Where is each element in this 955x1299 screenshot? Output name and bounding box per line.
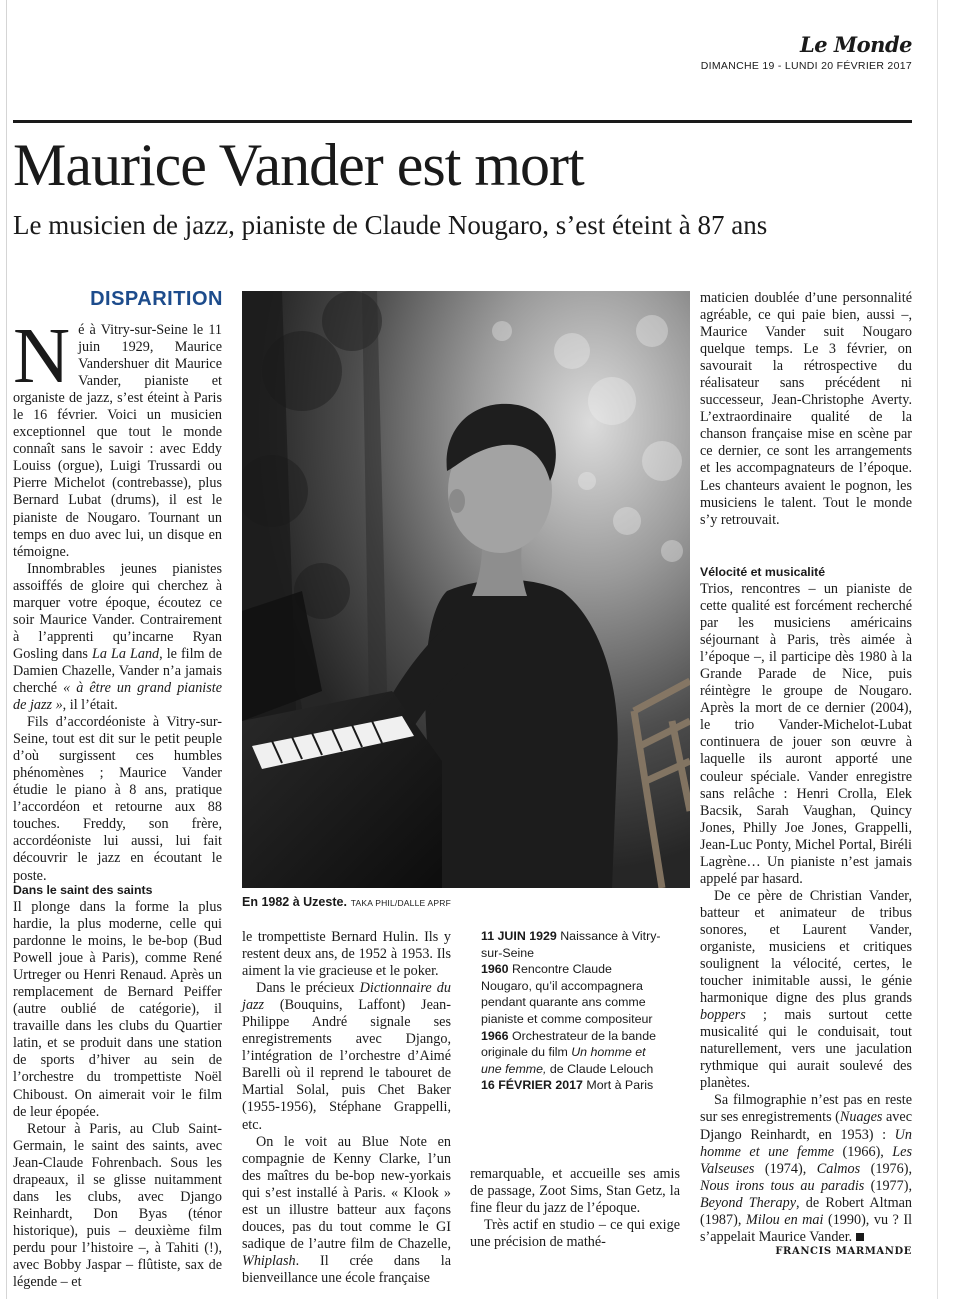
paragraph: De ce père de Christian Vander, batteur et animateur de tribus sonores, et Laurent Vander, organiste, musiciens et critiques soulignent la vélocité, certes, le toucher inimitable aussi, le génie harmonique digne des plus grands boppers ; mais surtout cette musicalité qui le conduisait, tout naturellement, vers une jaculation rythmique qui aurait soulevé des planètes. [700, 887, 912, 1092]
paragraph: Retour à Paris, au Club Saint-Germain, le saint des saints, avec Jean-Claude Fohrenbach. Sous les drapeaux, il se glisse nuitamment dans les clubs, avec Django Reinhardt, Don Byas (ténor historique), puis – deuxième film perdu pour l’histoire –, à Tahiti (!), avec Bobby Jaspar – flûtiste, sax de légende – et [13, 1120, 222, 1291]
film-title: La La Land [91, 645, 160, 662]
term: boppers [700, 1007, 746, 1024]
paragraph: Dans le précieux Dictionnaire du jazz (Bouquins, Laffont) Jean-Philippe André signale ses enregistrements avec Django, l’intégration de l’orchestre d’Aimé Barelli où il reprend le tabouret de Martial Solal, puis Chet Baker (1955-1956), Stéphane Grappelli, etc. [242, 980, 451, 1133]
paragraph: On le voit au Blue Note en compagnie de Kenny Clarke, l’un des maîtres du be-bop new-yorkais qui s’est installé à Paris. « Klook » est un illustre batteur aux façons douces, pas du tout comme le GI sadique de l’autre film de Chazelle, Whiplash. Il crée dans la bienveillance une école française [242, 1133, 451, 1286]
paragraph: Trios, rencontres – un pianiste de cette qualité est forcément recherché par les musiciens américains séjournant à Paris, très aimée à l’époque –, il participe dès 1980 à la Grande Parade de Nice, puis réintègre le groupe de Nougaro. Après la mort de ce dernier (2004), le trio Vander-Michelot-Lubat continuera de jouer son œuvre à laquelle ils auront apporté une couleur spéciale. Vander enregistre sans relâche : Henri Crolla, Elek Bacsik, Sarah Vaughan, Quincy Jones, Philly Joe Jones, Grappelli, Jean-Luc Ponty, Michel Portal, Biréli Lagrène… Un pianiste n’est jamais appelé par hasard. [700, 581, 912, 887]
masthead-logo: Le Monde [799, 32, 912, 57]
chronology-item: 16 FÉVRIER 2017 Mort à Paris [481, 1078, 654, 1093]
chronology-item: 11 JUIN 1929 Naissance à Vitry-sur-Seine [481, 929, 661, 960]
paragraph: Très actif en studio – ce qui exige une précision de mathé- [470, 1217, 680, 1251]
article-column-4-lower [700, 558, 912, 1246]
paragraph: le trompettiste Bernard Hulin. Ils y restent deux ans, de 1952 à 1953. Ils aiment la vie gracieuse et le poker. [242, 929, 451, 980]
page-edge-left [6, 0, 7, 1299]
paragraph-lead [13, 313, 222, 561]
drop-cap: N [13, 313, 71, 400]
header-rule [13, 120, 912, 123]
photo-credit: TAKA PHIL/DALLE APRF [350, 898, 451, 908]
photo-caption [242, 895, 690, 911]
article-column-1 [13, 313, 223, 885]
page-edge-right [937, 0, 938, 1299]
chronology-item: 1966 Orchestrateur de la bande originale du film Un homme et une femme, de Claude Lelouch [481, 1028, 656, 1076]
paragraph: remarquable, et accueille ses amis de passage, Zoot Sims, Stan Getz, la fine fleur du jazz de l’époque. [470, 1166, 680, 1217]
pianist-photo-illustration [242, 291, 690, 888]
article-column-2 [242, 929, 451, 1287]
lead-text: é à Vitry-sur-Seine le 11 juin 1929, Maurice Vandershuer dit Maurice Vander, pianiste et organiste de jazz, s’est éteint à Paris le 16 février. Voici un musicien exceptionnel que tout le monde connaît sans le savoir : avec Eddy Louiss (orgue), Luigi Trussardi ou Pierre Michelot (contrebasse), plus Bernard Lubat (drums), il est le pianiste de Nougaro. Tournant un temps en duo avec lui, un disque en témoigne. [13, 322, 222, 560]
paragraph: Il plonge dans la forme la plus hardie, la plus moderne, celle qui pardonne le moins, le be-bop (Bud Powell joue à Paris), comme René Urtreger ou Henri Renaud. Après un remplacement de Bernard Peiffer (autre oublié de catégorie), il travaille dans les clubs du Quartier latin, et se produit dans une station de sports d’hiver au sein de l’orchestre du trompettiste Noël Chiboust. On aimerait voir le film de leur épopée. [13, 899, 222, 1120]
chronology-box [481, 928, 666, 1094]
article-column-3 [470, 1166, 680, 1251]
paragraph: Sa filmographie n’est pas en reste sur ses enregistrements (Nuages avec Django Reinhardt, en 1953) : Un homme et une femme (1966), Les Valseuses (1974), Calmos (1976), Nous irons tous au paradis (1977), Beyond Therapy, de Robert Altman (1987), Milou en mai (1990), vu ? Il s’appelait Maurice Vander. [700, 1092, 913, 1245]
paragraph: Innombrables jeunes pianistes assoiffés de gloire qui cherchez à marquer votre époque, écoutez ce soir Maurice Vander. Contrairement à l’apprenti qu’incarne Ryan Gosling dans La La Land, le film de Damien Chazelle, Vander n’a jamais cherché « à être un grand pianiste de jazz », il l’était. [13, 560, 223, 714]
author-signature: FRANCIS MARMANDE [775, 1246, 912, 1257]
paragraph: Fils d’accordéoniste à Vitry-sur-Seine, tout est dit sur le petit peuple d’où surgissent ces humbles phénomènes ; Maurice Vander étudie le piano à 8 ans, pratique l’accordéon et retourne aux 88 touches. Freddy, son frère, accordéoniste lui aussi, lui fait découvrir le jazz en écoutant le poste. [13, 714, 222, 884]
end-mark-icon [856, 1233, 864, 1241]
chronology-item: 1960 Rencontre Claude Nougaro, qu’il accompagnera pendant quarante ans comme pianiste et comme compositeur [481, 962, 653, 1026]
headline: Maurice Vander est mort [13, 132, 584, 198]
quote: « à être un grand pianiste de jazz » [13, 679, 222, 714]
subheadline: Le musicien de jazz, pianiste de Claude Nougaro, s’est éteint à 87 ans [13, 210, 768, 240]
caption-text: En 1982 à Uzeste. [242, 895, 347, 909]
film-title: Whiplash [242, 1252, 296, 1269]
article-column-1-lower [13, 876, 222, 1291]
article-photo [242, 291, 690, 888]
intertitle: Dans le saint des saints [13, 883, 153, 897]
section-rubric: DISPARITION [90, 288, 223, 310]
issue-date: DIMANCHE 19 - LUNDI 20 FÉVRIER 2017 [700, 60, 912, 72]
book-title: Dictionnaire du jazz [242, 980, 451, 1014]
paragraph: maticien doublée d’une personnalité agréable, ce qui paie bien, aussi –, Maurice Vander suit Nougaro quelque temps. Le 3 février, on savourait la rétrospective du réalisateur sans précédent ni successeur, Jean-Christophe Averty. L’extraordinaire qualité de la chanson française mise en scène par ce dernier, ce sont les arrangements et les accompagnateurs de l’époque. Les chanteurs avaient le pognon, les musiciens le talent. Tout le monde s’y retrouvait. [700, 290, 912, 528]
article-column-4 [700, 290, 912, 529]
intertitle: Vélocité et musicalité [700, 565, 826, 579]
